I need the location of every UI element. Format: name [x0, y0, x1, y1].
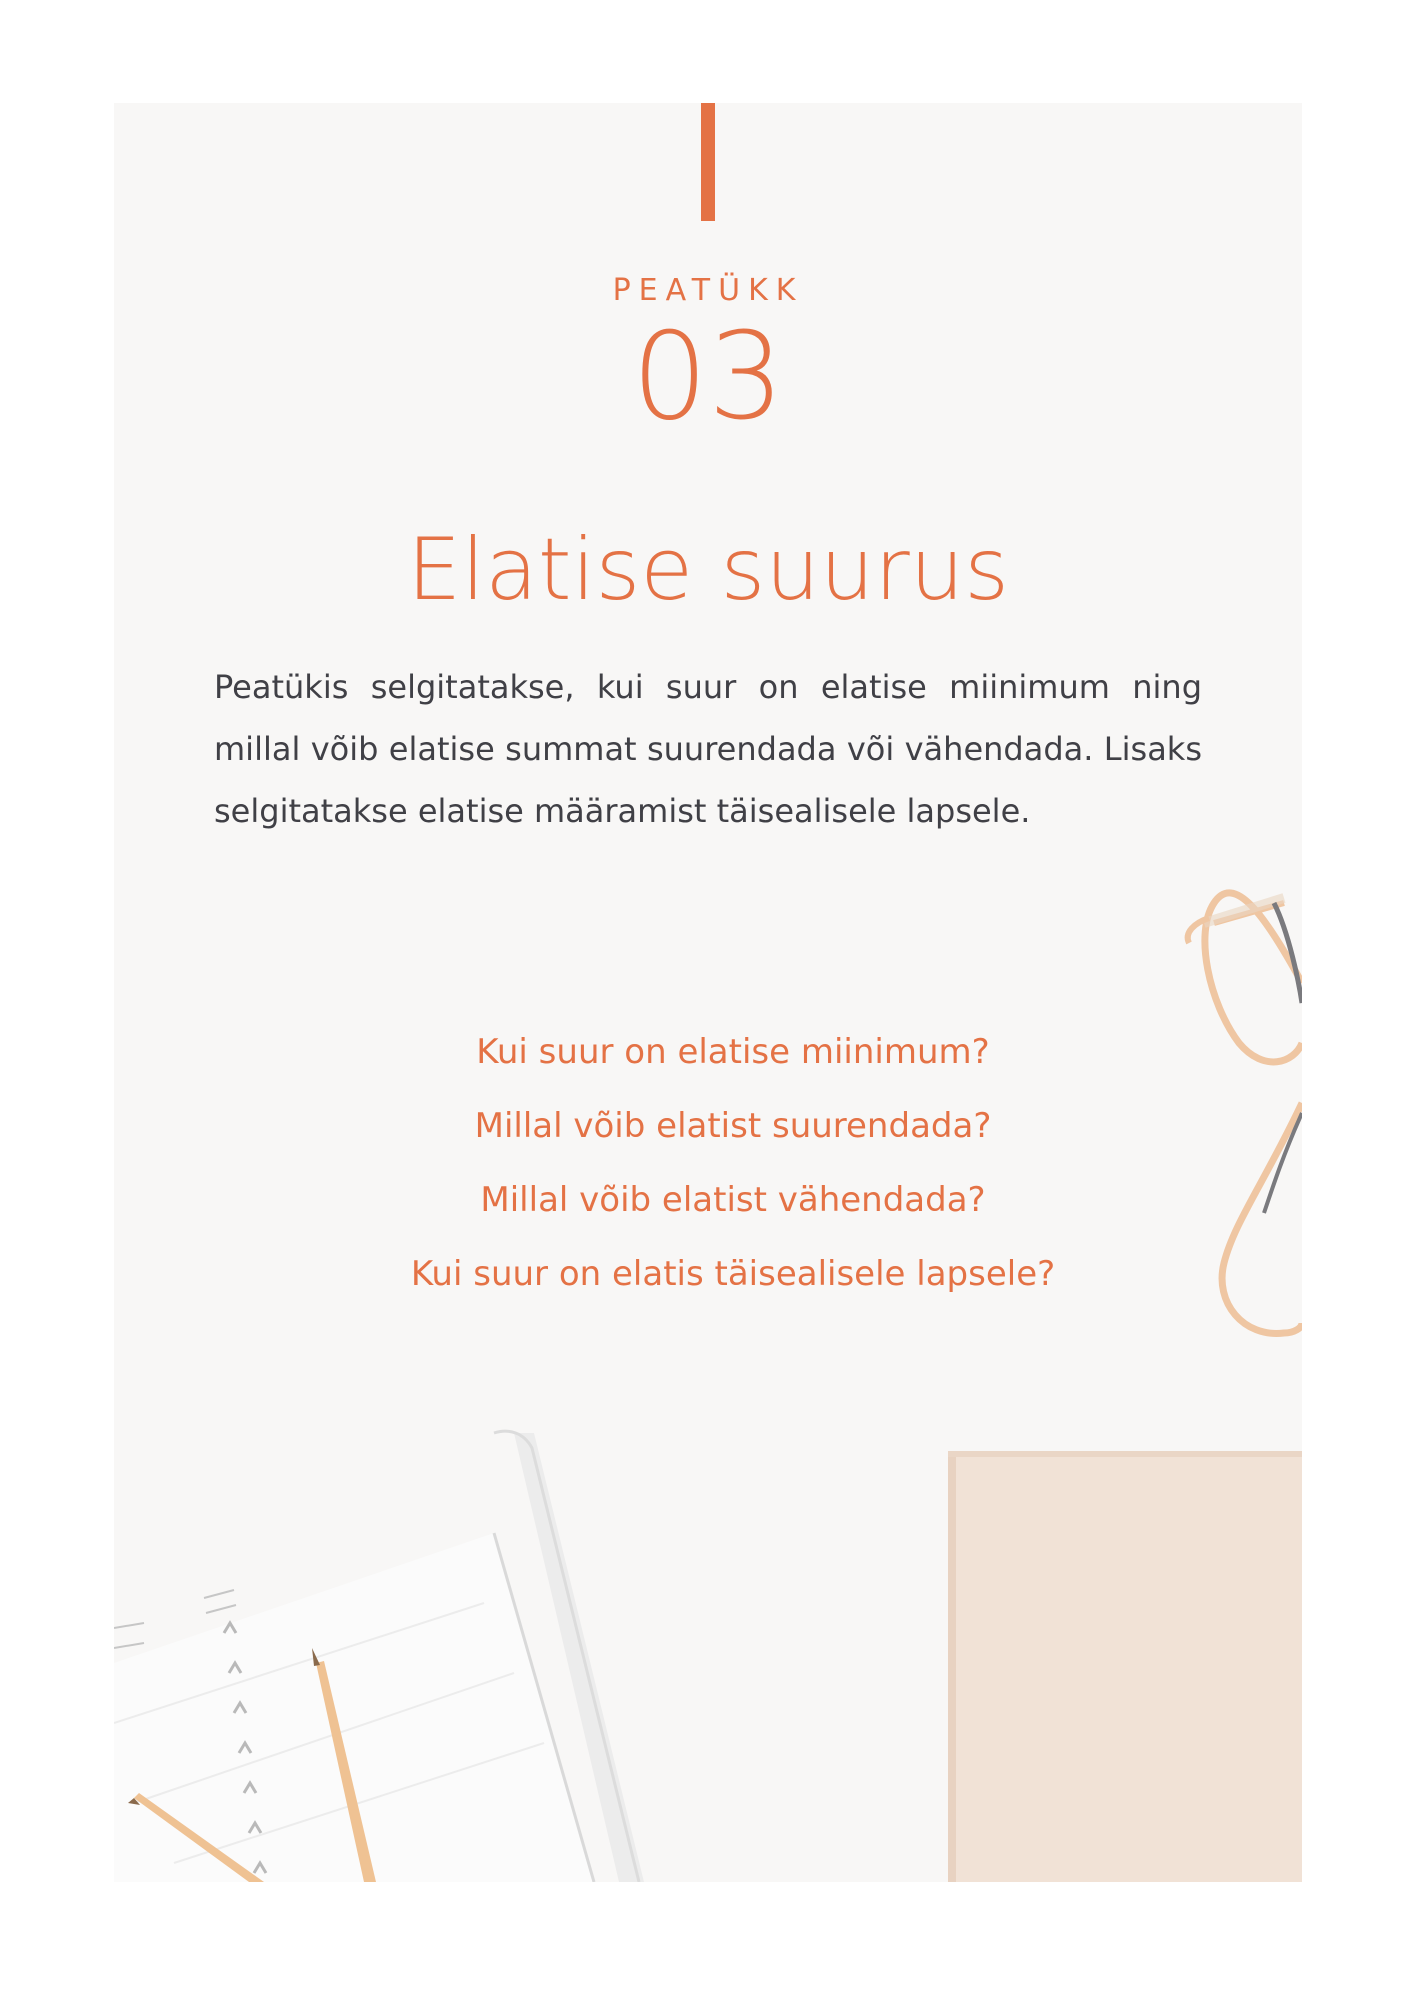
chapter-number: 03 — [631, 308, 785, 447]
question-item: Millal võib elatist suurendada? — [474, 1106, 992, 1146]
chapter-title: Elatise suurus — [406, 520, 1010, 620]
accent-bar — [701, 103, 715, 221]
chapter-panel — [114, 103, 1302, 1882]
chapter-intro: Peatükis selgitatakse, kui suur on elatise miinimum ning millal võib elatise summat suurendada või vähendada. Lisaks selgitatakse elatise määramist täisealisele lapsele. — [214, 668, 1202, 830]
question-item: Millal võib elatist vähendada? — [480, 1180, 986, 1220]
question-item: Kui suur on elatise miinimum? — [476, 1032, 990, 1072]
book-icon — [948, 1451, 1302, 1882]
chapter-label: PEATÜKK — [612, 273, 804, 308]
notebook-icon — [114, 1431, 644, 1882]
question-item: Kui suur on elatis täisealisele lapsele? — [410, 1254, 1056, 1294]
question-list — [114, 1015, 1302, 1311]
